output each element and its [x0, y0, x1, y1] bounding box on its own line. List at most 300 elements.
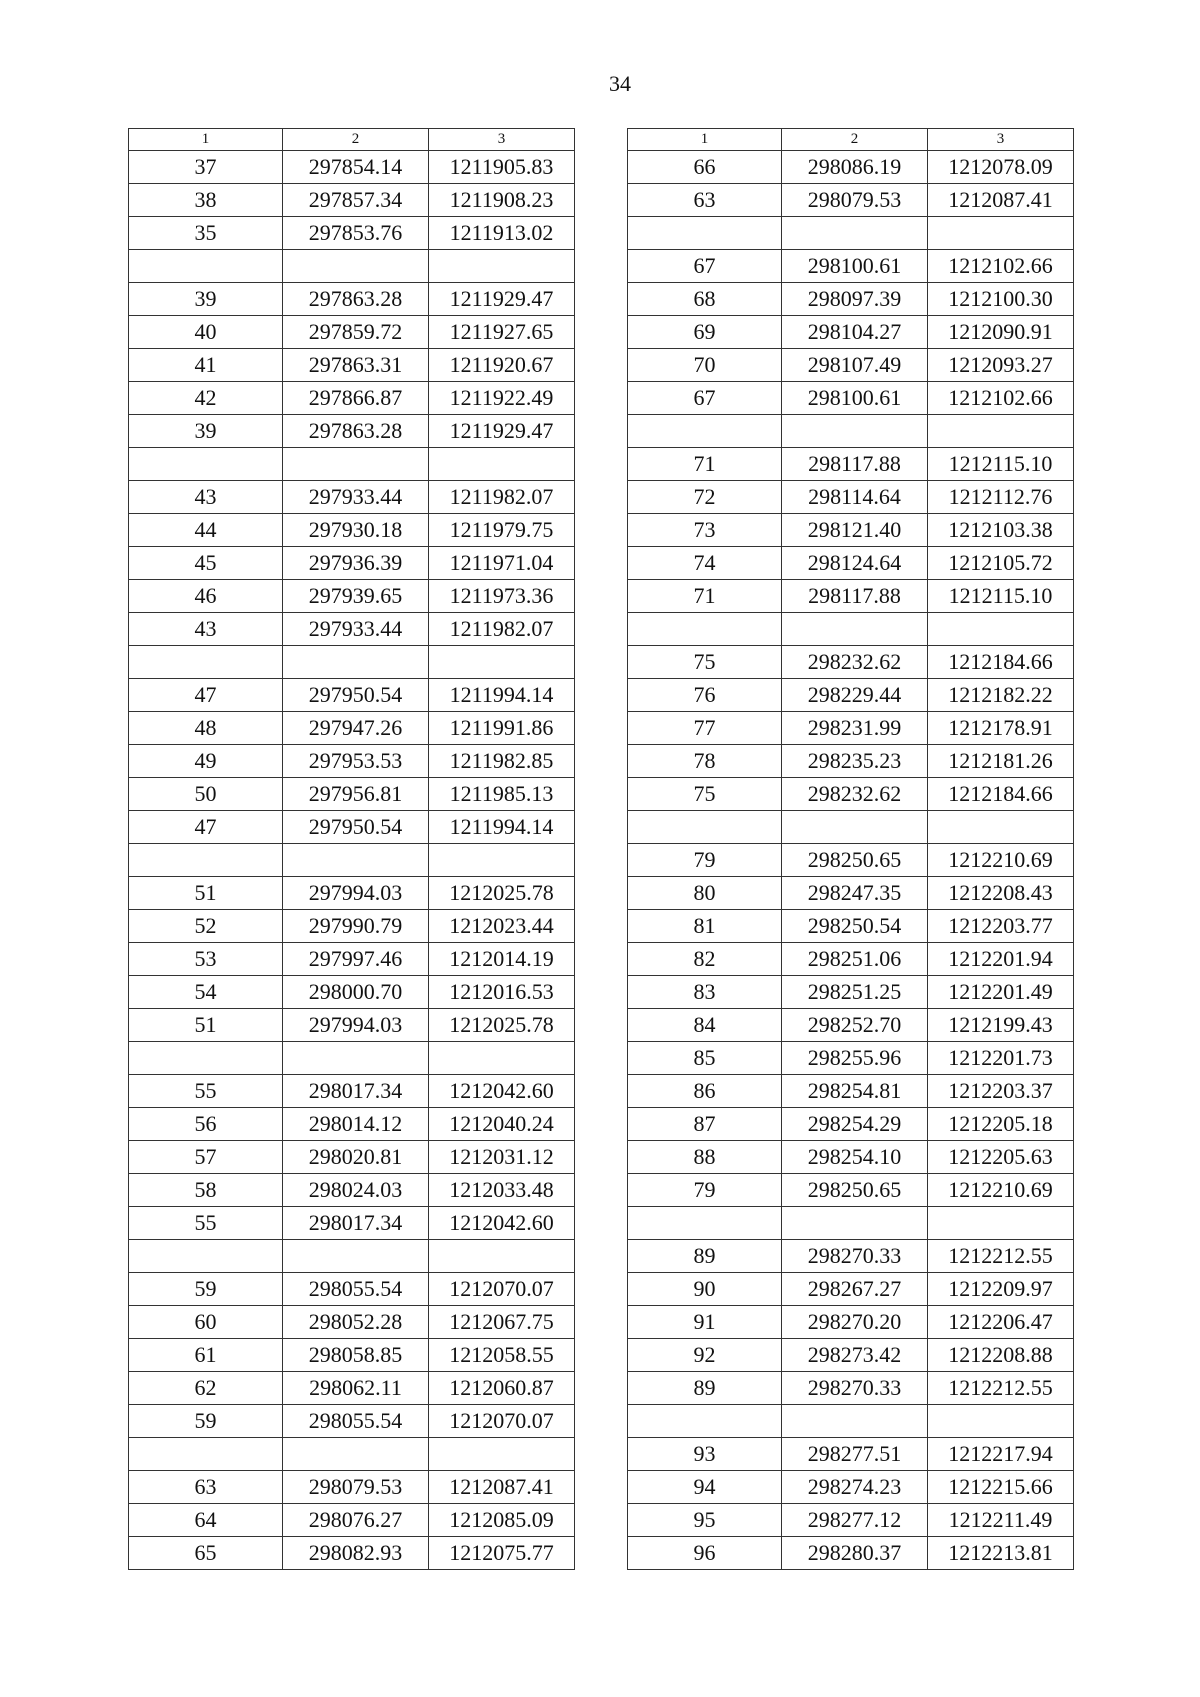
table-row	[628, 1537, 1074, 1570]
table-row	[129, 514, 575, 547]
table-row	[628, 415, 1074, 448]
table-row	[129, 1075, 575, 1108]
x-coordinate-cell: 298273.42	[782, 1339, 928, 1372]
table-row	[628, 316, 1074, 349]
y-coordinate-cell: 1212033.48	[429, 1174, 575, 1207]
y-coordinate-cell	[928, 811, 1074, 844]
x-coordinate-cell: 297994.03	[283, 1009, 429, 1042]
point-number-cell	[129, 1240, 283, 1273]
y-coordinate-cell: 1211971.04	[429, 547, 575, 580]
point-number-cell	[628, 1207, 782, 1240]
point-number-cell: 82	[628, 943, 782, 976]
point-number-cell: 92	[628, 1339, 782, 1372]
y-coordinate-cell: 1212023.44	[429, 910, 575, 943]
point-number-cell: 72	[628, 481, 782, 514]
x-coordinate-cell: 297854.14	[283, 151, 429, 184]
x-coordinate-cell	[283, 646, 429, 679]
x-coordinate-cell: 297930.18	[283, 514, 429, 547]
table-row	[129, 316, 575, 349]
x-coordinate-cell: 297863.31	[283, 349, 429, 382]
x-coordinate-cell	[782, 217, 928, 250]
y-coordinate-cell	[429, 844, 575, 877]
x-coordinate-cell: 298114.64	[782, 481, 928, 514]
x-coordinate-cell: 298017.34	[283, 1207, 429, 1240]
y-coordinate-cell: 1212205.18	[928, 1108, 1074, 1141]
point-number-cell: 71	[628, 448, 782, 481]
y-coordinate-cell: 1211929.47	[429, 283, 575, 316]
table-row	[129, 580, 575, 613]
table-row	[628, 646, 1074, 679]
y-coordinate-cell: 1212103.38	[928, 514, 1074, 547]
table-row	[129, 1438, 575, 1471]
table-row	[129, 1537, 575, 1570]
y-coordinate-cell: 1212210.69	[928, 844, 1074, 877]
y-coordinate-cell: 1212085.09	[429, 1504, 575, 1537]
y-coordinate-cell: 1212209.97	[928, 1273, 1074, 1306]
y-coordinate-cell	[928, 217, 1074, 250]
x-coordinate-cell: 297933.44	[283, 481, 429, 514]
table-row	[129, 1174, 575, 1207]
point-number-cell: 41	[129, 349, 283, 382]
y-coordinate-cell: 1212211.49	[928, 1504, 1074, 1537]
table-row	[628, 481, 1074, 514]
y-coordinate-cell: 1211920.67	[429, 349, 575, 382]
y-coordinate-cell: 1212115.10	[928, 448, 1074, 481]
point-number-cell: 76	[628, 679, 782, 712]
point-number-cell: 59	[129, 1405, 283, 1438]
x-coordinate-cell: 297853.76	[283, 217, 429, 250]
coordinates-table-right	[627, 128, 1074, 1570]
table-row	[129, 1108, 575, 1141]
y-coordinate-cell	[429, 646, 575, 679]
point-number-cell	[129, 844, 283, 877]
x-coordinate-cell: 298251.06	[782, 943, 928, 976]
table-row	[129, 811, 575, 844]
point-number-cell: 51	[129, 877, 283, 910]
x-coordinate-cell: 297859.72	[283, 316, 429, 349]
header-row	[628, 129, 1074, 151]
y-coordinate-cell: 1212201.73	[928, 1042, 1074, 1075]
y-coordinate-cell: 1212203.37	[928, 1075, 1074, 1108]
x-coordinate-cell: 298097.39	[782, 283, 928, 316]
table-row	[628, 1471, 1074, 1504]
table-row	[628, 1141, 1074, 1174]
point-number-cell: 68	[628, 283, 782, 316]
point-number-cell: 60	[129, 1306, 283, 1339]
x-coordinate-cell	[782, 415, 928, 448]
point-number-cell: 47	[129, 679, 283, 712]
y-coordinate-cell: 1212100.30	[928, 283, 1074, 316]
y-coordinate-cell: 1212075.77	[429, 1537, 575, 1570]
y-coordinate-cell: 1212115.10	[928, 580, 1074, 613]
table-row	[628, 250, 1074, 283]
point-number-cell: 42	[129, 382, 283, 415]
x-coordinate-cell: 298024.03	[283, 1174, 429, 1207]
column-header-y: 3	[928, 129, 1074, 151]
point-number-cell: 67	[628, 382, 782, 415]
table-row	[628, 679, 1074, 712]
x-coordinate-cell	[283, 448, 429, 481]
x-coordinate-cell: 298017.34	[283, 1075, 429, 1108]
page-number: 34	[609, 71, 631, 96]
point-number-cell: 79	[628, 844, 782, 877]
y-coordinate-cell: 1211922.49	[429, 382, 575, 415]
point-number-cell	[129, 448, 283, 481]
y-coordinate-cell: 1211913.02	[429, 217, 575, 250]
point-number-cell: 64	[129, 1504, 283, 1537]
x-coordinate-cell: 298107.49	[782, 349, 928, 382]
table-row	[129, 283, 575, 316]
point-number-cell: 39	[129, 283, 283, 316]
table-row	[628, 217, 1074, 250]
x-coordinate-cell: 298251.25	[782, 976, 928, 1009]
table-row	[628, 448, 1074, 481]
point-number-cell	[129, 646, 283, 679]
x-coordinate-cell: 298086.19	[782, 151, 928, 184]
table-row	[129, 877, 575, 910]
point-number-cell: 51	[129, 1009, 283, 1042]
y-coordinate-cell: 1212178.91	[928, 712, 1074, 745]
table-row	[628, 580, 1074, 613]
point-number-cell: 54	[129, 976, 283, 1009]
table-row	[628, 613, 1074, 646]
point-number-cell: 84	[628, 1009, 782, 1042]
y-coordinate-cell: 1211991.86	[429, 712, 575, 745]
x-coordinate-cell: 297936.39	[283, 547, 429, 580]
table-row	[129, 415, 575, 448]
table-row	[628, 910, 1074, 943]
x-coordinate-cell	[782, 613, 928, 646]
table-row	[129, 943, 575, 976]
x-coordinate-cell: 297994.03	[283, 877, 429, 910]
table-row	[129, 151, 575, 184]
point-number-cell: 81	[628, 910, 782, 943]
y-coordinate-cell	[429, 1438, 575, 1471]
y-coordinate-cell: 1211985.13	[429, 778, 575, 811]
point-number-cell: 70	[628, 349, 782, 382]
point-number-cell: 86	[628, 1075, 782, 1108]
x-coordinate-cell: 298270.33	[782, 1240, 928, 1273]
table-row	[628, 1405, 1074, 1438]
y-coordinate-cell: 1212102.66	[928, 250, 1074, 283]
y-coordinate-cell: 1212070.07	[429, 1273, 575, 1306]
x-coordinate-cell: 298079.53	[283, 1471, 429, 1504]
point-number-cell: 56	[129, 1108, 283, 1141]
point-number-cell: 39	[129, 415, 283, 448]
table-row	[628, 844, 1074, 877]
point-number-cell	[628, 811, 782, 844]
point-number-cell	[628, 217, 782, 250]
table-row	[628, 745, 1074, 778]
x-coordinate-cell: 298000.70	[283, 976, 429, 1009]
y-coordinate-cell: 1212184.66	[928, 646, 1074, 679]
table-row	[129, 1042, 575, 1075]
x-coordinate-cell: 297939.65	[283, 580, 429, 613]
point-number-cell: 95	[628, 1504, 782, 1537]
x-coordinate-cell: 298014.12	[283, 1108, 429, 1141]
x-coordinate-cell: 297953.53	[283, 745, 429, 778]
table-row	[628, 877, 1074, 910]
table-row	[129, 349, 575, 382]
x-coordinate-cell: 298229.44	[782, 679, 928, 712]
table-row	[628, 1504, 1074, 1537]
point-number-cell: 52	[129, 910, 283, 943]
table-row	[628, 1339, 1074, 1372]
table-row	[129, 481, 575, 514]
x-coordinate-cell: 297933.44	[283, 613, 429, 646]
table-row	[129, 1141, 575, 1174]
table-row	[129, 1372, 575, 1405]
point-number-cell	[628, 415, 782, 448]
point-number-cell	[628, 613, 782, 646]
x-coordinate-cell: 298247.35	[782, 877, 928, 910]
point-number-cell: 94	[628, 1471, 782, 1504]
column-header-point: 1	[129, 129, 283, 151]
y-coordinate-cell: 1212060.87	[429, 1372, 575, 1405]
table-row	[129, 712, 575, 745]
table-row	[628, 547, 1074, 580]
table-row	[628, 1273, 1074, 1306]
point-number-cell: 49	[129, 745, 283, 778]
point-number-cell: 46	[129, 580, 283, 613]
table-row	[129, 184, 575, 217]
y-coordinate-cell	[429, 1240, 575, 1273]
x-coordinate-cell: 297990.79	[283, 910, 429, 943]
table-row	[129, 1306, 575, 1339]
y-coordinate-cell: 1212040.24	[429, 1108, 575, 1141]
table-row	[628, 184, 1074, 217]
x-coordinate-cell: 297956.81	[283, 778, 429, 811]
table-row	[628, 382, 1074, 415]
y-coordinate-cell	[928, 1405, 1074, 1438]
y-coordinate-cell: 1212181.26	[928, 745, 1074, 778]
x-coordinate-cell: 298235.23	[782, 745, 928, 778]
table-row	[129, 448, 575, 481]
x-coordinate-cell: 297857.34	[283, 184, 429, 217]
x-coordinate-cell: 298121.40	[782, 514, 928, 547]
x-coordinate-cell: 298255.96	[782, 1042, 928, 1075]
x-coordinate-cell: 298254.29	[782, 1108, 928, 1141]
point-number-cell: 53	[129, 943, 283, 976]
y-coordinate-cell	[429, 1042, 575, 1075]
table-row	[129, 1339, 575, 1372]
header-row	[129, 129, 575, 151]
table-row	[628, 1438, 1074, 1471]
table-row	[129, 217, 575, 250]
table-row	[129, 1273, 575, 1306]
y-coordinate-cell: 1211905.83	[429, 151, 575, 184]
table-header	[129, 129, 575, 151]
y-coordinate-cell: 1211979.75	[429, 514, 575, 547]
table-row	[628, 514, 1074, 547]
y-coordinate-cell: 1212042.60	[429, 1207, 575, 1240]
point-number-cell	[129, 1042, 283, 1075]
point-number-cell: 63	[628, 184, 782, 217]
point-number-cell: 75	[628, 778, 782, 811]
point-number-cell: 65	[129, 1537, 283, 1570]
y-coordinate-cell: 1212215.66	[928, 1471, 1074, 1504]
y-coordinate-cell: 1212217.94	[928, 1438, 1074, 1471]
x-coordinate-cell: 298058.85	[283, 1339, 429, 1372]
point-number-cell: 45	[129, 547, 283, 580]
x-coordinate-cell	[283, 844, 429, 877]
y-coordinate-cell: 1211982.07	[429, 481, 575, 514]
table-row	[628, 943, 1074, 976]
table-body	[129, 151, 575, 1570]
y-coordinate-cell: 1211908.23	[429, 184, 575, 217]
y-coordinate-cell: 1211994.14	[429, 811, 575, 844]
x-coordinate-cell: 297866.87	[283, 382, 429, 415]
y-coordinate-cell: 1212016.53	[429, 976, 575, 1009]
x-coordinate-cell: 297950.54	[283, 679, 429, 712]
point-number-cell: 58	[129, 1174, 283, 1207]
table-row	[628, 712, 1074, 745]
table-row	[129, 1009, 575, 1042]
table-row	[129, 976, 575, 1009]
y-coordinate-cell	[928, 1207, 1074, 1240]
x-coordinate-cell: 297997.46	[283, 943, 429, 976]
y-coordinate-cell: 1212201.94	[928, 943, 1074, 976]
table-row	[628, 1372, 1074, 1405]
y-coordinate-cell: 1212105.72	[928, 547, 1074, 580]
point-number-cell: 79	[628, 1174, 782, 1207]
y-coordinate-cell: 1212031.12	[429, 1141, 575, 1174]
point-number-cell	[129, 250, 283, 283]
table-row	[628, 1306, 1074, 1339]
point-number-cell: 67	[628, 250, 782, 283]
point-number-cell: 48	[129, 712, 283, 745]
y-coordinate-cell: 1212182.22	[928, 679, 1074, 712]
y-coordinate-cell: 1212199.43	[928, 1009, 1074, 1042]
table-row	[129, 679, 575, 712]
x-coordinate-cell: 298250.54	[782, 910, 928, 943]
point-number-cell: 89	[628, 1372, 782, 1405]
y-coordinate-cell: 1212090.91	[928, 316, 1074, 349]
x-coordinate-cell	[283, 1438, 429, 1471]
x-coordinate-cell: 298062.11	[283, 1372, 429, 1405]
table-body	[628, 151, 1074, 1570]
column-header-x: 2	[283, 129, 429, 151]
coordinates-table-left	[128, 128, 575, 1570]
point-number-cell: 50	[129, 778, 283, 811]
table-row	[628, 1009, 1074, 1042]
x-coordinate-cell: 298055.54	[283, 1273, 429, 1306]
y-coordinate-cell: 1212208.43	[928, 877, 1074, 910]
point-number-cell: 55	[129, 1207, 283, 1240]
table-row	[129, 382, 575, 415]
y-coordinate-cell: 1212058.55	[429, 1339, 575, 1372]
y-coordinate-cell: 1212102.66	[928, 382, 1074, 415]
x-coordinate-cell: 298274.23	[782, 1471, 928, 1504]
y-coordinate-cell: 1212208.88	[928, 1339, 1074, 1372]
table-row	[628, 1240, 1074, 1273]
table-row	[129, 844, 575, 877]
x-coordinate-cell	[782, 1405, 928, 1438]
x-coordinate-cell: 298280.37	[782, 1537, 928, 1570]
table-row	[628, 349, 1074, 382]
x-coordinate-cell: 298232.62	[782, 646, 928, 679]
table-row	[628, 1174, 1074, 1207]
point-number-cell: 61	[129, 1339, 283, 1372]
point-number-cell: 89	[628, 1240, 782, 1273]
y-coordinate-cell: 1212205.63	[928, 1141, 1074, 1174]
point-number-cell: 35	[129, 217, 283, 250]
table-row	[129, 1471, 575, 1504]
y-coordinate-cell: 1212067.75	[429, 1306, 575, 1339]
point-number-cell: 69	[628, 316, 782, 349]
point-number-cell: 57	[129, 1141, 283, 1174]
x-coordinate-cell: 298100.61	[782, 382, 928, 415]
x-coordinate-cell: 298079.53	[782, 184, 928, 217]
y-coordinate-cell: 1211982.07	[429, 613, 575, 646]
x-coordinate-cell: 298232.62	[782, 778, 928, 811]
y-coordinate-cell: 1212212.55	[928, 1372, 1074, 1405]
table-row	[129, 1240, 575, 1273]
y-coordinate-cell: 1211929.47	[429, 415, 575, 448]
y-coordinate-cell: 1212025.78	[429, 877, 575, 910]
x-coordinate-cell: 298052.28	[283, 1306, 429, 1339]
x-coordinate-cell: 298124.64	[782, 547, 928, 580]
x-coordinate-cell	[782, 811, 928, 844]
point-number-cell: 38	[129, 184, 283, 217]
point-number-cell: 80	[628, 877, 782, 910]
x-coordinate-cell: 298231.99	[782, 712, 928, 745]
x-coordinate-cell: 298250.65	[782, 1174, 928, 1207]
point-number-cell: 83	[628, 976, 782, 1009]
point-number-cell: 87	[628, 1108, 782, 1141]
point-number-cell: 74	[628, 547, 782, 580]
table-row	[628, 811, 1074, 844]
point-number-cell: 75	[628, 646, 782, 679]
point-number-cell: 66	[628, 151, 782, 184]
x-coordinate-cell: 298254.81	[782, 1075, 928, 1108]
table-row	[628, 283, 1074, 316]
point-number-cell: 78	[628, 745, 782, 778]
x-coordinate-cell	[283, 1240, 429, 1273]
y-coordinate-cell: 1212087.41	[928, 184, 1074, 217]
point-number-cell: 62	[129, 1372, 283, 1405]
point-number-cell: 88	[628, 1141, 782, 1174]
x-coordinate-cell: 298254.10	[782, 1141, 928, 1174]
x-coordinate-cell: 297947.26	[283, 712, 429, 745]
y-coordinate-cell: 1211994.14	[429, 679, 575, 712]
point-number-cell: 44	[129, 514, 283, 547]
x-coordinate-cell: 298082.93	[283, 1537, 429, 1570]
point-number-cell: 59	[129, 1273, 283, 1306]
point-number-cell: 63	[129, 1471, 283, 1504]
point-number-cell: 37	[129, 151, 283, 184]
y-coordinate-cell	[429, 448, 575, 481]
point-number-cell: 90	[628, 1273, 782, 1306]
table-row	[628, 976, 1074, 1009]
y-coordinate-cell	[429, 250, 575, 283]
point-number-cell: 77	[628, 712, 782, 745]
x-coordinate-cell: 298076.27	[283, 1504, 429, 1537]
point-number-cell: 85	[628, 1042, 782, 1075]
y-coordinate-cell: 1211982.85	[429, 745, 575, 778]
y-coordinate-cell: 1212206.47	[928, 1306, 1074, 1339]
y-coordinate-cell: 1212093.27	[928, 349, 1074, 382]
y-coordinate-cell	[928, 613, 1074, 646]
table-row	[628, 1108, 1074, 1141]
x-coordinate-cell: 298252.70	[782, 1009, 928, 1042]
x-coordinate-cell: 298277.12	[782, 1504, 928, 1537]
column-header-y: 3	[429, 129, 575, 151]
y-coordinate-cell: 1212078.09	[928, 151, 1074, 184]
x-coordinate-cell: 298117.88	[782, 580, 928, 613]
point-number-cell: 47	[129, 811, 283, 844]
y-coordinate-cell: 1212213.81	[928, 1537, 1074, 1570]
